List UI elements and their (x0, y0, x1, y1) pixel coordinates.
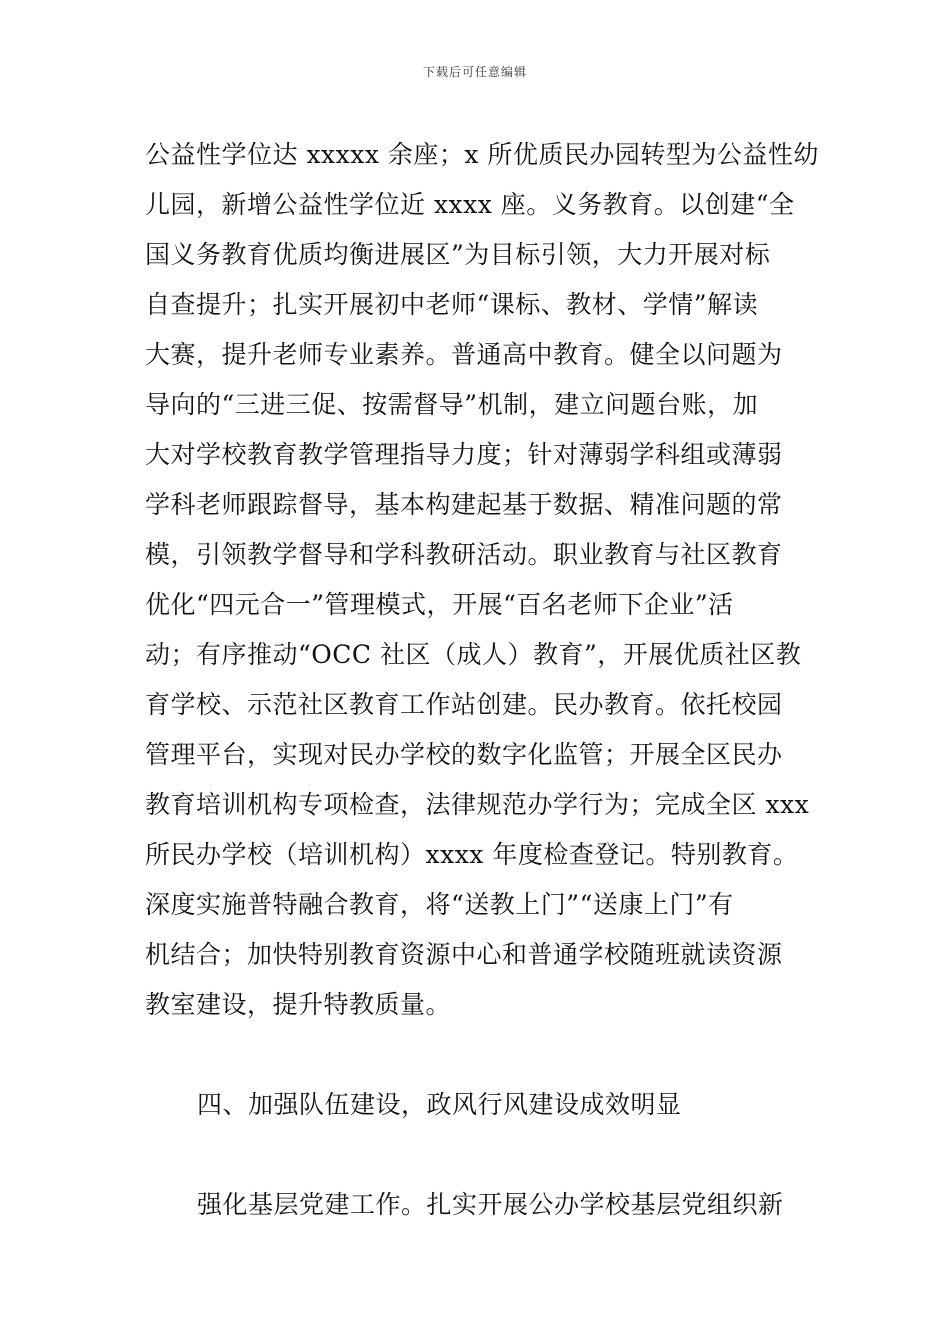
paragraph-first-line: 强化基层党建工作。扎实开展公办学校基层党组织新 (197, 1190, 784, 1219)
paragraph-line: 学科老师跟踪督导，基本构建起基于数据、精准问题的常 (145, 490, 783, 519)
paragraph-line: 教室建设，提升特教质量。 (145, 990, 452, 1019)
paragraph-line: 自查提升；扎实开展初中老师“课标、教材、学情”解读 (145, 290, 759, 319)
paragraph-line: 教育培训机构专项检查，法律规范办学行为；完成全区 xxx (145, 790, 810, 819)
body-paragraph (145, 130, 819, 1030)
paragraph-line: 大对学校教育教学管理指导力度；针对薄弱学科组或薄弱 (145, 440, 783, 469)
paragraph-line: 深度实施普特融合教育，将“送教上门”“送康上门”有 (145, 890, 734, 919)
paragraph-line: 优化“四元合一”管理模式，开展“百名老师下企业”活 (145, 590, 734, 619)
paragraph-line: 动；有序推动“OCC 社区（成人）教育”，开展优质社区教 (145, 640, 802, 669)
paragraph-line: 机结合；加快特别教育资源中心和普通学校随班就读资源 (145, 940, 783, 969)
paragraph-spacer (145, 1030, 810, 1080)
paragraph-line: 导向的“三进三促、按需督导”机制，建立问题台账，加 (145, 390, 759, 419)
paragraph-line: 公益性学位达 xxxxx 余座；x 所优质民办园转型为公益性幼 (145, 140, 819, 169)
paragraph-line: 国义务教育优质均衡进展区”为目标引领，大力开展对标 (145, 240, 771, 269)
paragraph-line: 所民办学校（培训机构）xxxx 年度检查登记。特别教育。 (145, 840, 799, 869)
paragraph-line: 管理平台，实现对民办学校的数字化监管；开展全区民办 (145, 740, 783, 769)
section-heading: 四、加强队伍建设，政风行风建设成效明显 (197, 1090, 682, 1119)
paragraph-line: 儿园，新增公益性学位近 xxxx 座。义务教育。以创建“全 (145, 190, 795, 219)
paragraph-line: 大赛，提升老师专业素养。普通高中教育。健全以问题为 (145, 340, 783, 369)
paragraph-line: 育学校、示范社区教育工作站创建。民办教育。依托校园 (145, 690, 783, 719)
paragraph-spacer (145, 1130, 810, 1180)
document-body (145, 130, 819, 1230)
paragraph-line: 模，引领教学督导和学科教研活动。职业教育与社区教育 (145, 540, 783, 569)
page-header-note: 下载后可任意编辑 (422, 65, 527, 79)
